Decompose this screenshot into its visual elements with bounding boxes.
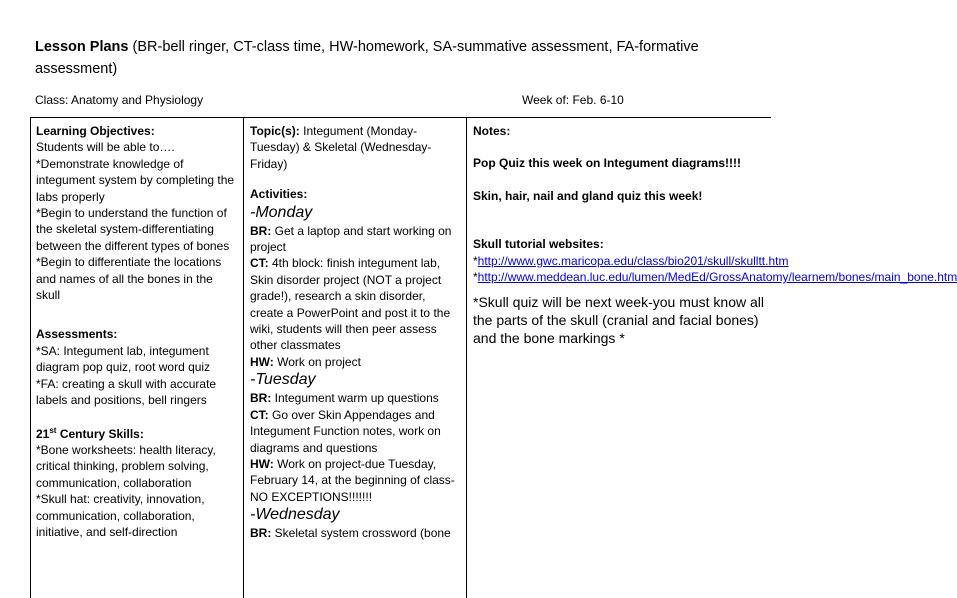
objective-item: *Begin to understand the function of the skeletal system-differentiating between the different types of bones (36, 206, 230, 253)
tutorial-link-1[interactable]: *http://www.gwc.maricopa.edu/class/bio201/skull/skulltt.htm (473, 253, 789, 268)
objective-item: *Demonstrate knowledge of integument system by completing the labs properly (36, 156, 235, 204)
notes-column (467, 118, 957, 598)
day-tuesday: -Tuesday (250, 371, 316, 389)
assessments-heading: Assessments: (36, 327, 118, 342)
monday-ct: CT: 4th block: finish integument lab, Skin disorder project (NOT a project grade!), research a skin disorder, create a PowerPoint and post it to the wiki, students will then peer assess other classmates (250, 256, 451, 353)
assessment-item: *SA: Integument lab, integument diagram pop quiz, root word quiz (36, 343, 211, 375)
activities-heading: Activities: (250, 187, 308, 202)
wednesday-br: BR: Skeletal system crossword (bone (250, 526, 451, 541)
tuesday-br: BR: Integument warm up questions (250, 391, 439, 406)
day-wednesday: -Wednesday (250, 506, 340, 524)
objectives-intro: Students will be able to…. (36, 140, 175, 155)
notes-heading: Notes: (473, 124, 511, 138)
title-legend: (BR-bell ringer, CT-class time, HW-homework, SA-summative assessment, FA-formative assessment) (35, 39, 699, 77)
topics: Topic(s): Integument (Monday-Tuesday) & Skeletal (Wednesday-Friday) (250, 124, 432, 171)
tutorial-heading: Skull tutorial websites: (473, 237, 604, 252)
tutorial-link-2[interactable]: *http://www.meddean.luc.edu/lumen/MedEd/GrossAnatomy/learnem/bones/main_bone.htm (473, 270, 957, 285)
page-title (35, 36, 735, 80)
tuesday-hw: HW: Work on project-due Tuesday, February 14, at the beginning of class-NO EXCEPTIONS!!!!!!! (250, 456, 455, 504)
title-heading: Lesson Plans (35, 39, 129, 55)
activities-column (244, 118, 467, 598)
objectives-heading: Learning Objectives: (36, 124, 155, 138)
skin-quiz-note: Skin, hair, nail and gland quiz this week! (473, 188, 703, 203)
skills-heading: 21st Century Skills: (36, 425, 144, 441)
skill-item: *Bone worksheets: health literacy, critical thinking, problem solving, communication, collaboration (36, 442, 216, 490)
skill-item: *Skull hat: creativity, innovation, communication, collaboration, initiative, and self-direction (36, 492, 205, 539)
monday-hw: HW: Work on project (250, 354, 361, 369)
objectives-column (31, 118, 244, 598)
tuesday-ct: CT: Go over Skin Appendages and Integument Function notes, work on diagrams and questions (250, 407, 441, 455)
class-label: Class: Anatomy and Physiology (35, 93, 204, 107)
week-label: Week of: Feb. 6-10 (522, 93, 624, 107)
lesson-table (30, 117, 957, 598)
pop-quiz-note: Pop Quiz this week on Integument diagrams!!!! (473, 156, 742, 171)
monday-br: BR: Get a laptop and start working on project (250, 223, 452, 255)
skull-quiz-note: *Skull quiz will be next week-you must know all the parts of the skull (cranial and facial bones) and the bone markings * (473, 294, 765, 347)
day-monday: -Monday (250, 203, 313, 221)
objective-item: *Begin to differentiate the locations and names of all the bones in the skull (36, 255, 222, 303)
assessment-item: *FA: creating a skull with accurate labels and positions, bell ringers (36, 376, 217, 408)
